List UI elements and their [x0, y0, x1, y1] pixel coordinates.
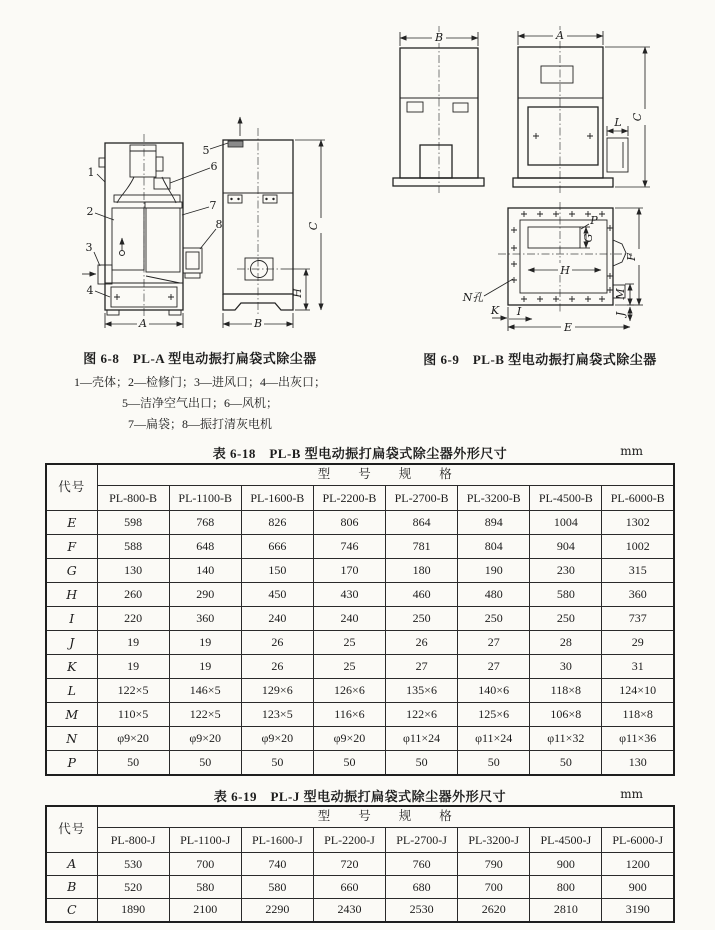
table-cell: 530 — [97, 853, 169, 876]
table-cell: 315 — [602, 559, 674, 583]
table-cell: φ9×20 — [97, 727, 169, 751]
row-label: F — [46, 535, 97, 559]
table-cell: 700 — [458, 876, 530, 899]
row-label: I — [46, 607, 97, 631]
figure-6-9-caption: 图 6-9 PL-B 型电动振打扁袋式除尘器 — [423, 352, 657, 367]
table-cell: 240 — [241, 607, 313, 631]
table-cell: 129×6 — [241, 679, 313, 703]
table-cell: 894 — [458, 511, 530, 535]
filter-bags — [146, 208, 180, 272]
dim-label-h: H — [291, 288, 304, 298]
pl-a-front-view — [223, 117, 326, 330]
table-cell: 598 — [97, 511, 169, 535]
dim-label-c: C — [631, 112, 644, 122]
table-cell: 2620 — [458, 899, 530, 922]
hinge-plates — [228, 195, 277, 203]
table-cell: 580 — [169, 876, 241, 899]
dim-label-m: M — [614, 288, 627, 300]
table-cell: 50 — [458, 751, 530, 775]
table-cell: 220 — [97, 607, 169, 631]
table-cell: 588 — [97, 535, 169, 559]
part-number-2: 2 — [86, 205, 94, 218]
row-label: A — [46, 853, 97, 876]
inlet-opening — [237, 258, 281, 280]
table-cell: 50 — [97, 751, 169, 775]
table-6-19 — [45, 805, 675, 923]
table-cell: 580 — [530, 583, 602, 607]
table-cell: 50 — [530, 751, 602, 775]
dim-label-k: K — [490, 304, 500, 317]
column-header: PL-1600-B — [241, 486, 313, 511]
table-row — [46, 511, 674, 535]
row-label: C — [46, 899, 97, 922]
table-cell: 737 — [602, 607, 674, 631]
table-cell: 290 — [169, 583, 241, 607]
table-cell: φ11×36 — [602, 727, 674, 751]
table-cell: 130 — [602, 751, 674, 775]
table-cell: 660 — [313, 876, 385, 899]
dim-label-l: L — [614, 116, 622, 129]
column-header: PL-800-J — [97, 828, 169, 853]
table-row — [46, 703, 674, 727]
part-number-6: 6 — [210, 160, 218, 173]
table-row — [46, 679, 674, 703]
table-cell: 110×5 — [97, 703, 169, 727]
column-header: PL-1100-J — [169, 828, 241, 853]
dim-label-f: F — [625, 253, 638, 261]
table-cell: 1004 — [530, 511, 602, 535]
table-cell: 260 — [97, 583, 169, 607]
figure-6-8-legend-line: 5—洁净空气出口；6—风机； — [121, 396, 278, 410]
table-row — [46, 607, 674, 631]
table-cell: 720 — [313, 853, 385, 876]
table-row — [46, 559, 674, 583]
table-cell: 450 — [241, 583, 313, 607]
rapping-motor — [183, 248, 202, 278]
fan-bump — [613, 240, 626, 266]
table-row — [46, 583, 674, 607]
column-header: PL-800-B — [97, 486, 169, 511]
row-label: M — [46, 703, 97, 727]
row-label: H — [46, 583, 97, 607]
figure-6-9-drawing — [380, 18, 700, 343]
table-6-19-unit: mm — [620, 787, 643, 801]
pl-a-section-view — [82, 134, 202, 330]
table-cell: 2530 — [386, 899, 458, 922]
table-row — [46, 853, 674, 876]
table-cell: 125×6 — [458, 703, 530, 727]
table-cell: 190 — [458, 559, 530, 583]
row-label: J — [46, 631, 97, 655]
table-cell: 746 — [313, 535, 385, 559]
figure-6-8-caption-block — [50, 348, 350, 435]
figure-6-8-legend-line: 7—扁袋；8—振打清灰电机 — [127, 417, 272, 431]
table-cell: 31 — [602, 655, 674, 679]
table-cell: 19 — [169, 631, 241, 655]
corner-header: 代号 — [46, 806, 97, 853]
table-cell: 230 — [530, 559, 602, 583]
table-6-19-title-row — [45, 786, 675, 805]
row-label: E — [46, 511, 97, 535]
dim-label-b: B — [434, 31, 444, 44]
table-cell: 790 — [458, 853, 530, 876]
dim-label-i: I — [516, 305, 522, 318]
table-cell: 680 — [386, 876, 458, 899]
table-cell: 135×6 — [386, 679, 458, 703]
dim-label-b: B — [253, 317, 263, 330]
column-header: PL-4500-B — [530, 486, 602, 511]
table-cell: 666 — [241, 535, 313, 559]
table-6-18-unit: mm — [620, 444, 643, 458]
table-row — [46, 655, 674, 679]
table-cell: φ9×20 — [313, 727, 385, 751]
column-header: PL-2700-J — [386, 828, 458, 853]
table-cell: 360 — [169, 607, 241, 631]
table-cell: φ11×24 — [458, 727, 530, 751]
column-header: PL-1100-B — [169, 486, 241, 511]
hole-count-label: N孔 — [462, 291, 484, 304]
dim-label-g: G — [582, 233, 595, 243]
table-cell: 26 — [241, 631, 313, 655]
part-number-5: 5 — [202, 144, 210, 157]
table-cell: 2810 — [530, 899, 602, 922]
table-cell: 27 — [458, 631, 530, 655]
table-cell: 700 — [169, 853, 241, 876]
table-cell: 250 — [386, 607, 458, 631]
base-channel — [513, 178, 613, 187]
table-cell: 140×6 — [458, 679, 530, 703]
figure-6-8-drawing — [70, 106, 342, 344]
part-number-3: 3 — [85, 241, 93, 254]
table-cell: 122×5 — [169, 703, 241, 727]
table-cell: 123×5 — [241, 703, 313, 727]
table-row — [46, 631, 674, 655]
table-cell: 19 — [97, 631, 169, 655]
table-cell: 2100 — [169, 899, 241, 922]
table-cell: 118×8 — [602, 703, 674, 727]
figure-6-9-caption-block — [395, 349, 685, 373]
dim-label-p: P — [590, 214, 598, 227]
table-cell: 864 — [386, 511, 458, 535]
table-cell: 170 — [313, 559, 385, 583]
table-row — [46, 899, 674, 922]
part-number-4: 4 — [86, 284, 94, 297]
table-cell: 26 — [386, 631, 458, 655]
table-cell: 250 — [458, 607, 530, 631]
row-label: K — [46, 655, 97, 679]
fan-motor — [130, 145, 163, 177]
base-channel — [393, 178, 484, 186]
row-label: P — [46, 751, 97, 775]
figure-6-8-legend-line: 1—壳体；2—检修门；3—进风口；4—出灰口； — [73, 375, 326, 389]
dim-label-a: A — [556, 29, 564, 42]
table-cell: 19 — [169, 655, 241, 679]
inlet-hatch-opening — [528, 227, 580, 248]
column-header: PL-3200-J — [458, 828, 530, 853]
table-row — [46, 751, 674, 775]
table-cell: 1200 — [602, 853, 674, 876]
access-door — [528, 107, 598, 165]
table-cell: 150 — [241, 559, 313, 583]
row-label: G — [46, 559, 97, 583]
dim-label-e: E — [563, 321, 573, 334]
access-door — [112, 208, 144, 270]
group-header: 型 号 规 格 — [97, 806, 674, 828]
table-cell: 740 — [241, 853, 313, 876]
table-cell: 240 — [313, 607, 385, 631]
table-cell: 50 — [313, 751, 385, 775]
table-cell: 146×5 — [169, 679, 241, 703]
corner-header: 代号 — [46, 464, 97, 511]
table-cell: 116×6 — [313, 703, 385, 727]
table-cell: 804 — [458, 535, 530, 559]
side-box — [607, 138, 628, 172]
column-header: PL-3200-B — [458, 486, 530, 511]
table-cell: φ11×32 — [530, 727, 602, 751]
table-cell: 900 — [602, 876, 674, 899]
part-number-1: 1 — [87, 166, 95, 179]
row-label: N — [46, 727, 97, 751]
table-cell: 580 — [241, 876, 313, 899]
table-cell: 124×10 — [602, 679, 674, 703]
clean-air-outlet — [228, 141, 243, 147]
table-cell: 900 — [530, 853, 602, 876]
table-row — [46, 727, 674, 751]
table-cell: 106×8 — [530, 703, 602, 727]
part-number-7: 7 — [209, 199, 217, 212]
column-header: PL-6000-J — [602, 828, 674, 853]
table-cell: 760 — [386, 853, 458, 876]
table-cell: 360 — [602, 583, 674, 607]
column-header: PL-2700-B — [386, 486, 458, 511]
table-cell: 806 — [313, 511, 385, 535]
group-header: 型 号 规 格 — [97, 464, 674, 486]
table-cell: 28 — [530, 631, 602, 655]
figure-6-8-caption: 图 6-8 PL-A 型电动振打扁袋式除尘器 — [83, 351, 317, 366]
table-cell: 768 — [169, 511, 241, 535]
table-cell: 480 — [458, 583, 530, 607]
table-cell: 50 — [169, 751, 241, 775]
column-header: PL-4500-J — [530, 828, 602, 853]
table-6-19-title: 表 6-19 PL-J 型电动振打扁袋式除尘器外形尺寸 — [213, 789, 507, 804]
column-header: PL-1600-J — [241, 828, 313, 853]
row-label: B — [46, 876, 97, 899]
table-cell: 430 — [313, 583, 385, 607]
table-row — [46, 535, 674, 559]
table-cell: 29 — [602, 631, 674, 655]
table-cell: φ9×20 — [169, 727, 241, 751]
table-6-18-title-row — [45, 443, 675, 462]
table-cell: 1002 — [602, 535, 674, 559]
table-cell: 30 — [530, 655, 602, 679]
table-cell: φ9×20 — [241, 727, 313, 751]
table-cell: 180 — [386, 559, 458, 583]
table-cell: 648 — [169, 535, 241, 559]
table-6-18-title: 表 6-18 PL-B 型电动振打扁袋式除尘器外形尺寸 — [212, 446, 508, 461]
pl-b-plan-view — [462, 202, 644, 334]
pl-b-side-view — [393, 26, 484, 193]
table-cell: 2430 — [313, 899, 385, 922]
table-cell: 2290 — [241, 899, 313, 922]
table-cell: 26 — [241, 655, 313, 679]
table-cell: 800 — [530, 876, 602, 899]
table-cell: 904 — [530, 535, 602, 559]
column-header: PL-6000-B — [602, 486, 674, 511]
table-cell: 27 — [458, 655, 530, 679]
table-cell: 126×6 — [313, 679, 385, 703]
table-cell: 50 — [241, 751, 313, 775]
table-cell: 460 — [386, 583, 458, 607]
table-row — [46, 876, 674, 899]
table-cell: 250 — [530, 607, 602, 631]
table-cell: 122×5 — [97, 679, 169, 703]
table-cell: 130 — [97, 559, 169, 583]
table-cell: 3190 — [602, 899, 674, 922]
dim-label-c: C — [307, 221, 320, 231]
table-cell: 826 — [241, 511, 313, 535]
table-cell: 25 — [313, 655, 385, 679]
table-cell: 122×6 — [386, 703, 458, 727]
bottom-louver — [420, 145, 452, 178]
dim-label-h: H — [560, 264, 570, 277]
part-number-8: 8 — [215, 218, 223, 231]
table-cell: 1302 — [602, 511, 674, 535]
table-cell: 27 — [386, 655, 458, 679]
table-cell: 25 — [313, 631, 385, 655]
part-callouts — [86, 143, 229, 297]
table-cell: 781 — [386, 535, 458, 559]
table-cell: 19 — [97, 655, 169, 679]
table-cell: 118×8 — [530, 679, 602, 703]
column-header: PL-2200-J — [313, 828, 385, 853]
table-cell: 140 — [169, 559, 241, 583]
table-6-18 — [45, 463, 675, 776]
pl-b-front-view — [513, 26, 650, 193]
table-cell: 50 — [386, 751, 458, 775]
dim-label-j: J — [614, 311, 627, 317]
column-header: PL-2200-B — [313, 486, 385, 511]
table-cell: 520 — [97, 876, 169, 899]
dim-label-a: A — [139, 317, 147, 330]
table-cell: 1890 — [97, 899, 169, 922]
table-cell: φ11×24 — [386, 727, 458, 751]
row-label: L — [46, 679, 97, 703]
